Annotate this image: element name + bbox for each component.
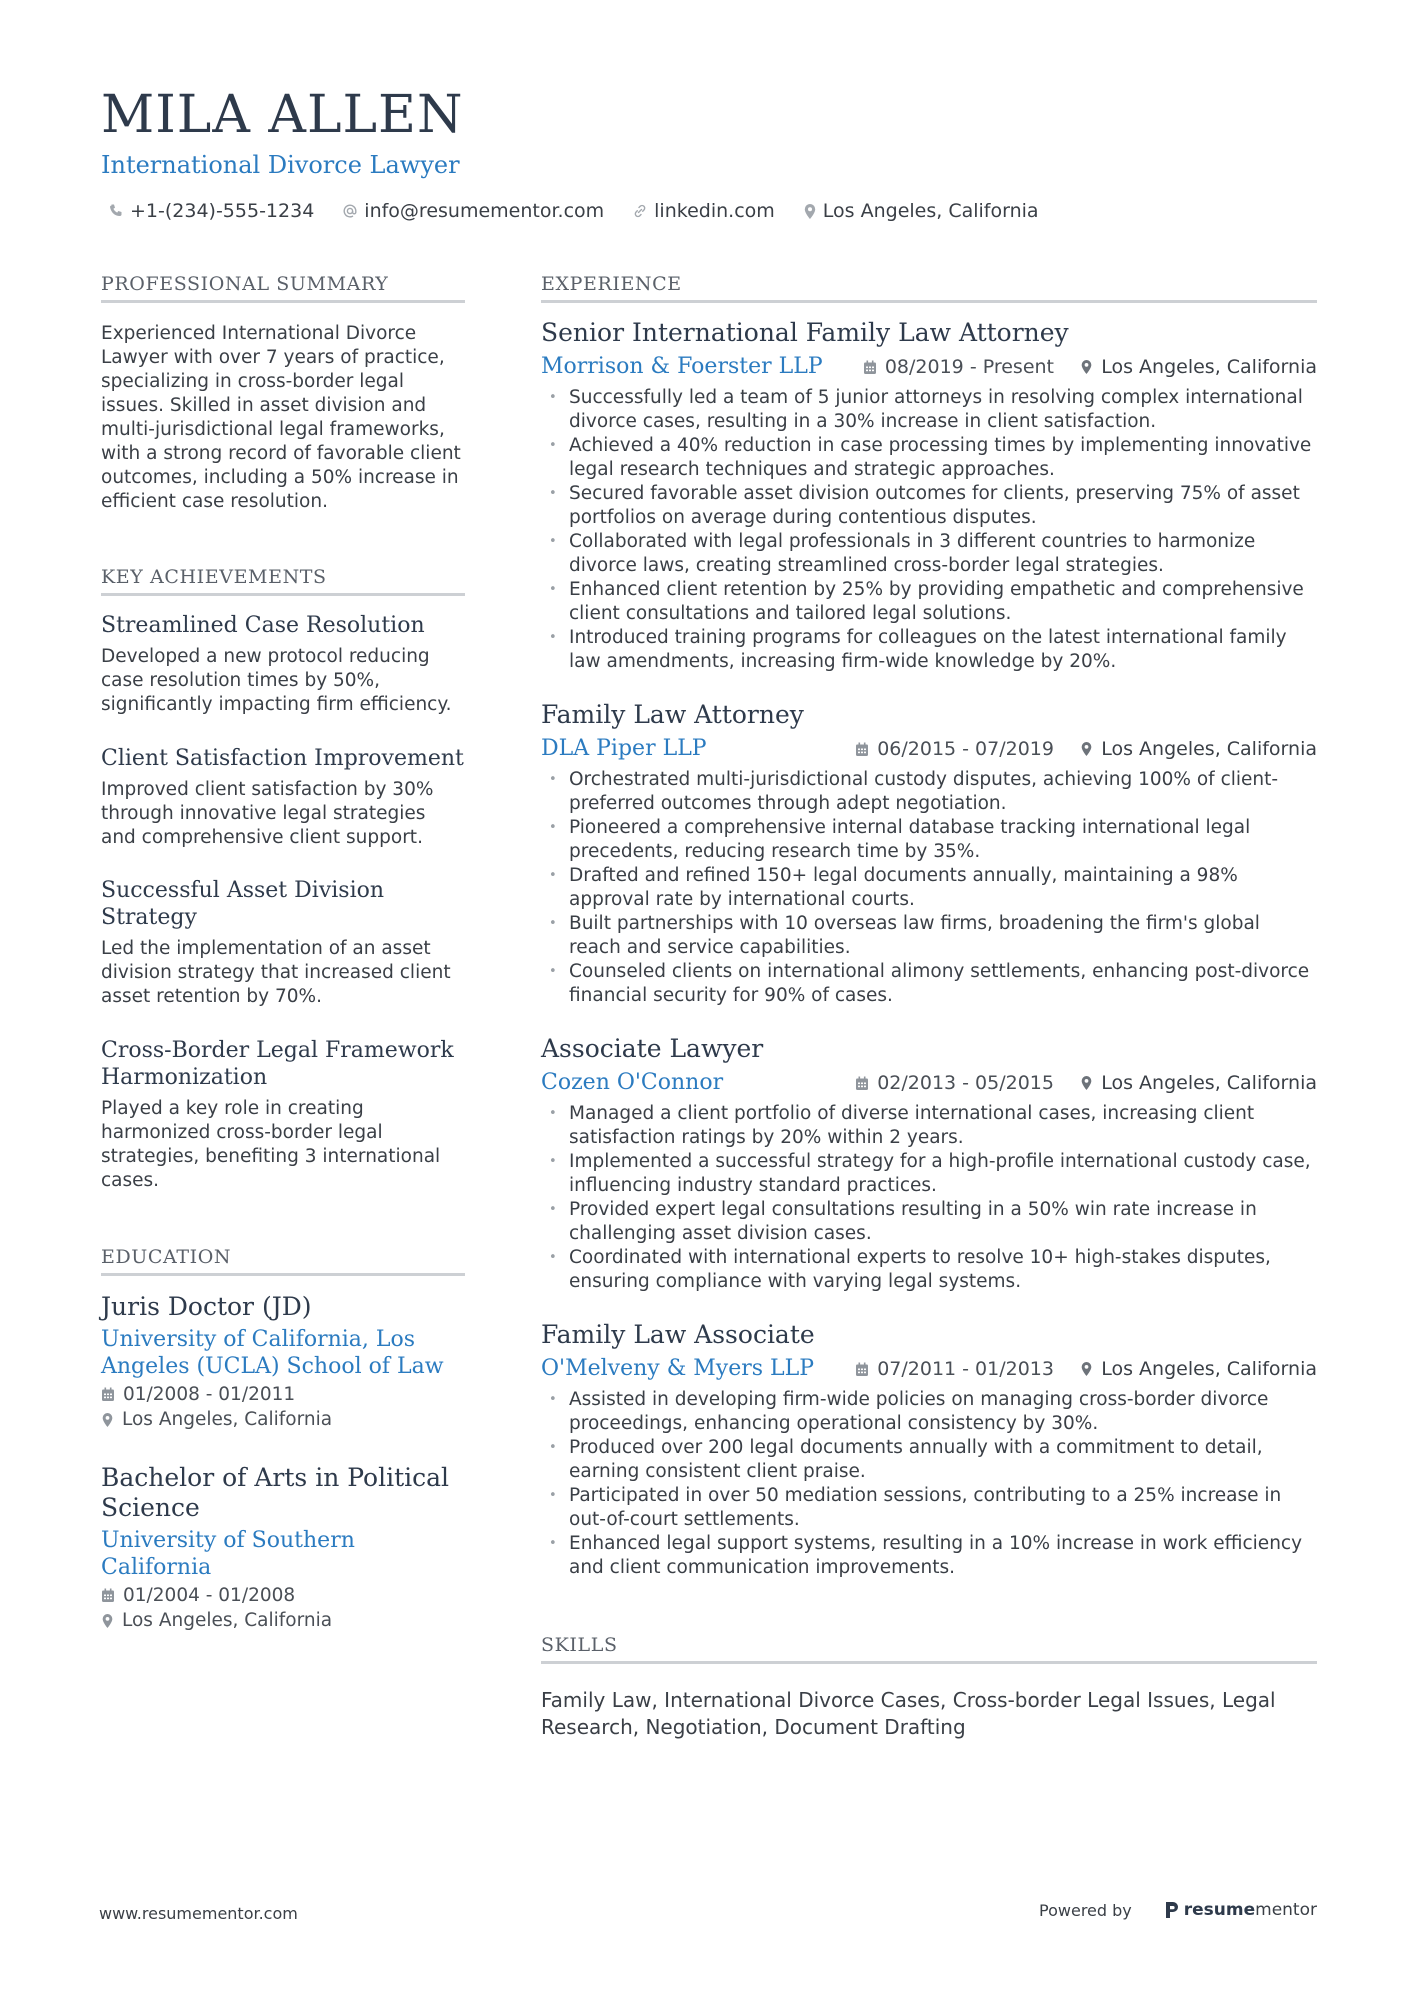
- at-sign-icon: [342, 203, 358, 219]
- linkedin-text: linkedin.com: [654, 200, 775, 222]
- dates-text: 01/2004 - 01/2008: [123, 1585, 296, 1606]
- education-heading: EDUCATION: [101, 1245, 465, 1276]
- location-text: Los Angeles, California: [822, 200, 1039, 222]
- skills-text: Family Law, International Divorce Cases, Cross-border Legal Issues, Legal Research, Negotiation, Document Drafting: [541, 1688, 1276, 1739]
- list-item: • Built partnerships with 10 overseas law firms, broadening the firm's global reach and service capabilities.: [541, 912, 1317, 960]
- company-name: Morrison & Foerster LLP: [541, 354, 823, 379]
- job-dates: [855, 1070, 1054, 1096]
- achievement-item: [101, 745, 465, 850]
- job-location: [1080, 736, 1317, 762]
- list-item: • Provided expert legal consultations resulting in a 50% win rate increase in challenging asset division cases.: [541, 1198, 1317, 1246]
- job-title: Family Law Associate: [541, 1320, 815, 1349]
- education-dates: [101, 1583, 465, 1608]
- list-item: • Enhanced client retention by 25% by providing empathetic and comprehensive client consultations and tailored legal solutions.: [541, 578, 1317, 626]
- job-meta-row: [541, 734, 1317, 764]
- skills-heading: SKILLS: [541, 1633, 1317, 1664]
- job-dates: [855, 736, 1054, 762]
- map-pin-icon: [101, 1412, 114, 1428]
- achievements-heading: KEY ACHIEVEMENTS: [101, 565, 465, 596]
- map-pin-icon: [1080, 1075, 1093, 1091]
- map-pin-icon: [1080, 741, 1093, 757]
- job-bullets: [541, 768, 1317, 1008]
- list-item: • Collaborated with legal professionals in 3 different countries to harmonize divorce laws, creating streamlined cross-border legal strategies.: [541, 530, 1317, 578]
- list-item: • Enhanced legal support systems, resulting in a 10% increase in work efficiency and client communication improvements.: [541, 1532, 1317, 1580]
- degree-title: Juris Doctor (JD): [101, 1292, 312, 1321]
- school-name: University of California, Los Angeles (UCLA) School of Law: [101, 1327, 444, 1379]
- education-location: [101, 1407, 465, 1432]
- calendar-icon: [855, 742, 869, 757]
- experience-heading: EXPERIENCE: [541, 272, 1317, 303]
- job-title: Associate Lawyer: [541, 1034, 764, 1063]
- job-location: [1080, 1070, 1317, 1096]
- list-item: • Successfully led a team of 5 junior attorneys in resolving complex international divorce cases, resulting in a 30% increase in client satisfaction.: [541, 386, 1317, 434]
- achievement-description: Played a key role in creating harmonized cross-border legal strategies, benefiting 3 international cases.: [101, 1098, 441, 1191]
- dates-text: 02/2013 - 05/2015: [877, 1072, 1054, 1094]
- map-pin-icon: [101, 1613, 114, 1629]
- calendar-icon: [101, 1588, 115, 1603]
- powered-by-label: Powered by: [1039, 1900, 1132, 1920]
- list-item: • Counseled clients on international alimony settlements, enhancing post-divorce financial security for 90% of cases.: [541, 960, 1317, 1008]
- job-bullets: [541, 1102, 1317, 1294]
- achievement-title: Streamlined Case Resolution: [101, 613, 425, 638]
- dates-text: 08/2019 - Present: [884, 356, 1054, 378]
- education-dates: [101, 1382, 465, 1407]
- contact-location: [803, 200, 1039, 222]
- map-pin-icon: [803, 203, 817, 220]
- list-item: • Introduced training programs for colleagues on the latest international family law amendments, increasing firm-wide knowledge by 20%.: [541, 626, 1317, 674]
- job-title: Family Law Attorney: [541, 700, 804, 729]
- location-text: Los Angeles, California: [1101, 356, 1317, 378]
- dates-text: 06/2015 - 07/2019: [877, 738, 1054, 760]
- list-item: • Drafted and refined 150+ legal documents annually, maintaining a 98% approval rate by international courts.: [541, 864, 1317, 912]
- education-item: [101, 1292, 465, 1432]
- school-name: University of Southern California: [101, 1528, 355, 1580]
- achievement-item: [101, 612, 465, 717]
- list-item: • Managed a client portfolio of diverse international cases, increasing client satisfaction ratings by 20% within 2 years.: [541, 1102, 1317, 1150]
- job-meta-row: [541, 352, 1317, 382]
- list-item: • Pioneered a comprehensive internal database tracking international legal precedents, reducing research time by 35%.: [541, 816, 1317, 864]
- list-item: • Participated in over 50 mediation sessions, contributing to a 25% increase in out-of-court settlements.: [541, 1484, 1317, 1532]
- list-item: • Coordinated with international experts to resolve 10+ high-stakes disputes, ensuring compliance with varying legal systems.: [541, 1246, 1317, 1294]
- achievement-title: Successful Asset Division Strategy: [101, 878, 385, 930]
- contact-email: [342, 200, 604, 222]
- company-name: DLA Piper LLP: [541, 736, 707, 761]
- summary-heading: PROFESSIONAL SUMMARY: [101, 272, 465, 303]
- list-item: • Implemented a successful strategy for a high-profile international custody case, influencing industry standard practices.: [541, 1150, 1317, 1198]
- job-bullets: [541, 386, 1317, 674]
- footer-branding: [1039, 1900, 1317, 1920]
- job-location: [1080, 354, 1317, 380]
- job-entry: [541, 1034, 1317, 1294]
- phone-icon: [108, 203, 124, 219]
- job-entry: [541, 318, 1317, 674]
- brand-name-light: mentor: [1255, 1900, 1317, 1920]
- achievement-item: [101, 1037, 465, 1193]
- job-bullets: [541, 1388, 1317, 1580]
- location-text: Los Angeles, California: [122, 1409, 333, 1430]
- dates-text: 01/2008 - 01/2011: [123, 1384, 296, 1405]
- list-item: • Orchestrated multi-jurisdictional custody disputes, achieving 100% of client-preferred outcomes through adept negotiation.: [541, 768, 1317, 816]
- email-text: info@resumementor.com: [364, 200, 605, 222]
- achievement-title: Client Satisfaction Improvement: [101, 746, 464, 771]
- location-text: Los Angeles, California: [122, 1610, 333, 1631]
- contact-bar: [108, 200, 1067, 222]
- job-dates: [855, 1356, 1054, 1382]
- phone-text: +1-(234)-555-1234: [130, 200, 315, 222]
- calendar-icon: [855, 1076, 869, 1091]
- company-name: O'Melveny & Myers LLP: [541, 1356, 815, 1381]
- job-meta-row: [541, 1068, 1317, 1098]
- job-meta-row: [541, 1354, 1317, 1384]
- job-entry: [541, 1320, 1317, 1580]
- job-entry: [541, 700, 1317, 1008]
- education-item: [101, 1463, 465, 1633]
- company-name: Cozen O'Connor: [541, 1070, 724, 1095]
- brand-logo[interactable]: [1164, 1900, 1317, 1920]
- achievement-description: Led the implementation of an asset division strategy that increased client asset retention by 70%.: [101, 938, 451, 1007]
- education-location: [101, 1608, 465, 1633]
- degree-title: Bachelor of Arts in Political Science: [101, 1463, 450, 1522]
- list-item: • Assisted in developing firm-wide policies on managing cross-border divorce proceedings, enhancing operational consistency by 30%.: [541, 1388, 1317, 1436]
- achievement-item: [101, 877, 465, 1009]
- candidate-title: International Divorce Lawyer: [101, 151, 460, 179]
- calendar-icon: [855, 1362, 869, 1377]
- job-location: [1080, 1356, 1317, 1382]
- map-pin-icon: [1080, 1361, 1093, 1377]
- calendar-icon: [101, 1387, 115, 1402]
- location-text: Los Angeles, California: [1101, 738, 1317, 760]
- achievement-description: Developed a new protocol reducing case resolution times by 50%, significantly impacting firm efficiency.: [101, 646, 452, 715]
- achievement-title: Cross-Border Legal Framework Harmonization: [101, 1038, 454, 1090]
- list-item: • Produced over 200 legal documents annually with a commitment to detail, earning consistent client praise.: [541, 1436, 1317, 1484]
- calendar-icon: [863, 360, 877, 375]
- link-icon: [632, 203, 648, 219]
- dates-text: 07/2011 - 01/2013: [877, 1358, 1054, 1380]
- contact-phone: [108, 200, 314, 222]
- list-item: • Achieved a 40% reduction in case processing times by implementing innovative legal research techniques and strategic approaches.: [541, 434, 1317, 482]
- candidate-name: MILA ALLEN: [101, 85, 464, 145]
- job-dates: [863, 354, 1054, 380]
- job-title: Senior International Family Law Attorney: [541, 318, 1069, 347]
- map-pin-icon: [1080, 359, 1093, 375]
- achievement-description: Improved client satisfaction by 30% through innovative legal strategies and comprehensive client support.: [101, 779, 434, 848]
- location-text: Los Angeles, California: [1101, 1072, 1317, 1094]
- resumementor-logo-icon: [1164, 1900, 1180, 1920]
- summary-text: Experienced International Divorce Lawyer with over 7 years of practice, specializing in cross-border legal issues. Skilled in asset division and multi-jurisdictional legal frameworks, with a strong record of favorable client outcomes, including a 50% increase in efficient case resolution.: [101, 323, 461, 512]
- location-text: Los Angeles, California: [1101, 1358, 1317, 1380]
- list-item: • Secured favorable asset division outcomes for clients, preserving 75% of asset portfolios on average during contentious disputes.: [541, 482, 1317, 530]
- brand-name-bold: resume: [1183, 1900, 1256, 1920]
- contact-linkedin: [632, 200, 775, 222]
- footer-website[interactable]: www.resumementor.com: [99, 1904, 298, 1923]
